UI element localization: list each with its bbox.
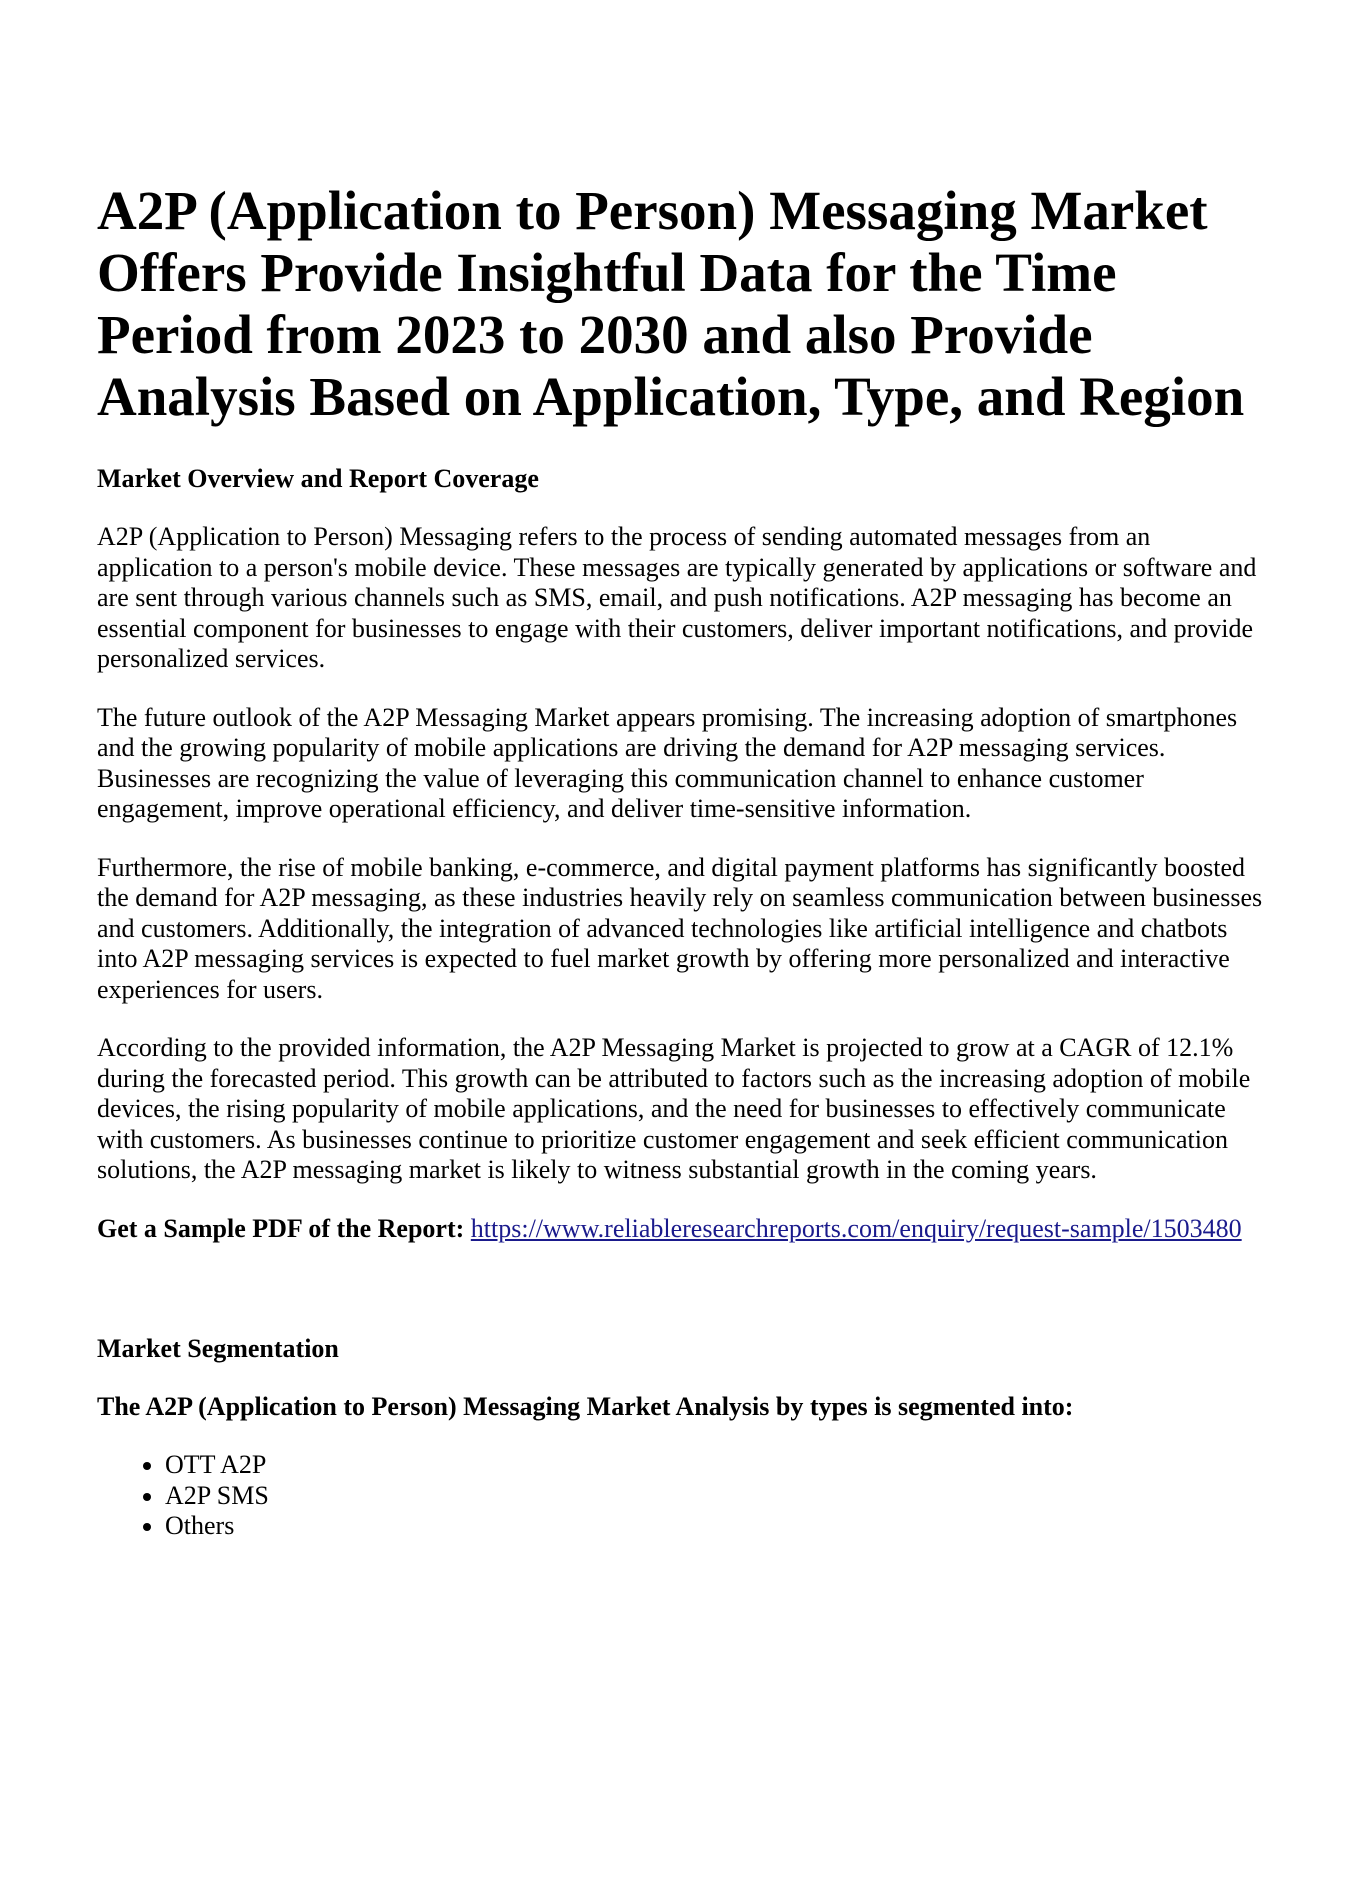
paragraph-outlook: The future outlook of the A2P Messaging Market appears promising. The increasing adoption of smartphones and the growing popularity of mobile applications are driving the demand for A2P messaging services. Businesses are recognizing the value of leveraging this communication channel to enhance customer engagement, improve operational efficiency, and deliver time-sensitive information. (97, 702, 1238, 823)
page-title: A2P (Application to Person) Messaging Market Offers Provide Insightful Data for the Time Period from 2023 to 2030 and also Provide Analysis Based on Application, Type, and Region (97, 180, 1245, 427)
list-item: • A2P SMS (165, 1481, 1267, 1512)
list-item: • Others (165, 1511, 1267, 1542)
list-item: • OTT A2P (165, 1450, 1267, 1481)
types-heading: The A2P (Application to Person) Messaging Market Analysis by types is segmented into: (97, 1392, 1074, 1421)
overview-heading: Market Overview and Report Coverage (97, 464, 539, 493)
document-page (97, 180, 1267, 1542)
types-list (97, 1450, 1267, 1542)
segmentation-heading: Market Segmentation (97, 1334, 339, 1363)
paragraph-cagr: According to the provided information, the A2P Messaging Market is projected to grow at a CAGR of 12.1% during the forecasted period. This growth can be attributed to factors such as the increasing adoption of mobile devices, the rising popularity of mobile applications, and the need for businesses to effectively communicate with customers. As businesses continue to prioritize customer engagement and seek efficient communication solutions, the A2P messaging market is likely to witness substantial growth in the coming years. (97, 1033, 1251, 1184)
paragraph-drivers: Furthermore, the rise of mobile banking, e-commerce, and digital payment platforms has significantly boosted the demand for A2P messaging, as these industries heavily rely on seamless communication between businesses and customers. Additionally, the integration of advanced technologies like artificial intelligence and chatbots into A2P messaging services is expected to fuel market growth by offering more personalized and interactive experiences for users. (97, 852, 1263, 1004)
sample-pdf-label: Get a Sample PDF of the Report: (97, 1213, 465, 1243)
paragraph-definition: A2P (Application to Person) Messaging refers to the process of sending automated messages from an application to a person's mobile device. These messages are typically generated by applications or software and are sent through various channels such as SMS, email, and push notifications. A2P messaging has become an essential component for businesses to engage with their customers, deliver important notifications, and provide personalized services. (97, 522, 1257, 673)
sample-pdf-line (97, 1214, 1267, 1245)
sample-pdf-link[interactable]: https://www.reliableresearchreports.com/enquiry/request-sample/1503480 (470, 1213, 1242, 1243)
